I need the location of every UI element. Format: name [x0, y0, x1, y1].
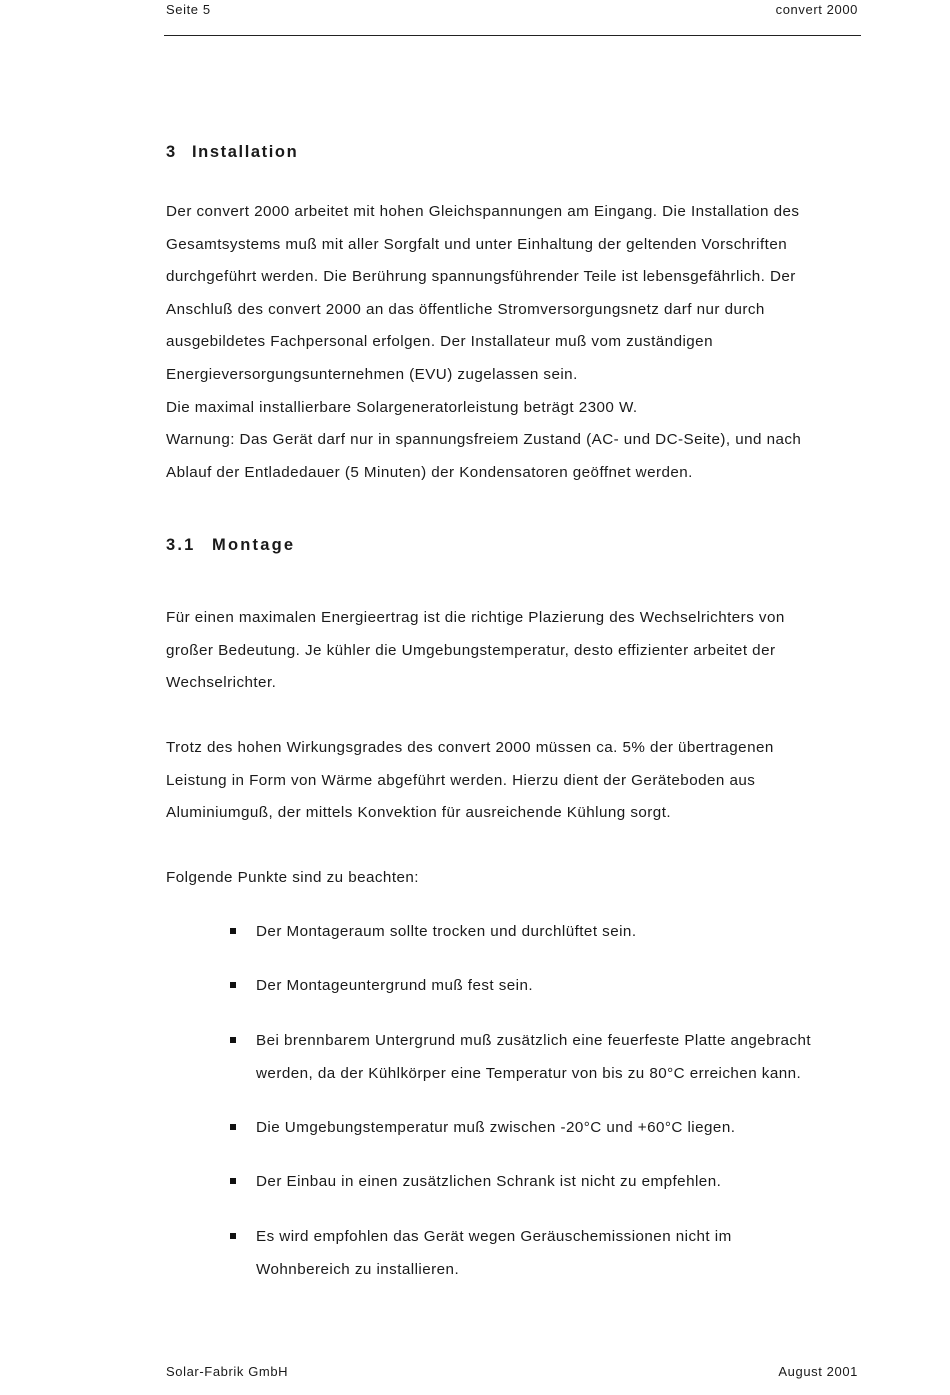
section-3-paragraph: [166, 196, 856, 489]
paragraph-line: Der convert 2000 arbeitet mit hohen Gleichspannungen am Eingang. Die Installation des: [166, 203, 800, 220]
bullet-square-icon: [230, 1233, 236, 1239]
page-header: [166, 2, 860, 22]
paragraph-line: großer Bedeutung. Je kühler die Umgebungstemperatur, desto effizienter arbeitet der: [166, 641, 776, 659]
paragraph-line: Wechselrichter.: [166, 674, 277, 692]
bullet-square-icon: [230, 1124, 236, 1130]
list-item-text: [256, 970, 533, 1003]
header-divider: [164, 35, 861, 36]
bullet-square-icon: [230, 1178, 236, 1184]
paragraph-line: Gesamtsystems muß mit aller Sorgfalt und unter Einhaltung der geltenden Vorschriften: [166, 235, 788, 253]
paragraph-line: Aluminiumguß, der mittels Konvektion für ausreichende Kühlung sorgt.: [166, 804, 672, 822]
list-item-text: [256, 1112, 735, 1145]
paragraph-line: Warnung: Das Gerät darf nur in spannungsfreiem Zustand (AC- und DC-Seite), und nach: [166, 431, 802, 449]
paragraph-line: Für einen maximalen Energieertrag ist die richtige Plazierung des Wechselrichters von: [166, 609, 785, 626]
footer-company: Solar-Fabrik GmbH: [166, 1364, 289, 1379]
list-item-text: [256, 916, 637, 949]
section-3-heading: [166, 143, 298, 162]
paragraph-line: Anschluß des convert 2000 an das öffentliche Stromversorgungsnetz darf nur durch: [166, 300, 765, 318]
list-item-line: werden, da der Kühlkörper eine Temperatur von bis zu 80°C erreichen kann.: [256, 1064, 802, 1082]
paragraph-line: Trotz des hohen Wirkungsgrades des convert 2000 müssen ca. 5% der übertragenen: [166, 739, 774, 756]
list-item-line: Der Montageuntergrund muß fest sein.: [256, 977, 534, 994]
section-3-number: 3: [166, 143, 177, 161]
intro-text: Folgende Punkte sind zu beachten:: [166, 869, 419, 886]
list-item-text: [256, 1221, 732, 1286]
paragraph-line: ausgebildetes Fachpersonal erfolgen. Der Installateur muß vom zuständigen: [166, 333, 713, 351]
paragraph-line: Die maximal installierbare Solargeneratorleistung beträgt 2300 W.: [166, 398, 638, 416]
section-3-title: Installation: [192, 143, 299, 161]
section-3-1-title: Montage: [212, 536, 296, 554]
bullet-square-icon: [230, 982, 236, 988]
page-number-label: Seite 5: [166, 2, 211, 17]
list-item-line: Wohnbereich zu installieren.: [256, 1260, 460, 1278]
list-item-line: Die Umgebungstemperatur muß zwischen -20°C und +60°C liegen.: [256, 1119, 736, 1136]
list-item-line: Bei brennbarem Untergrund muß zusätzlich eine feuerfeste Platte angebracht: [256, 1032, 812, 1049]
footer-date: August 2001: [778, 1364, 858, 1379]
section-3-1-number: 3.1: [166, 536, 196, 554]
bullet-list-intro: [166, 862, 856, 895]
list-item-line: Es wird empfohlen das Gerät wegen Geräuschemissionen nicht im: [256, 1228, 732, 1245]
section-3-1-heading: [166, 536, 295, 555]
header-product-name: convert 2000: [775, 2, 858, 17]
bullet-square-icon: [230, 1037, 236, 1043]
section-3-1-paragraph-1: [166, 602, 856, 700]
paragraph-line: durchgeführt werden. Die Berührung spannungsführender Teile ist lebensgefährlich. Der: [166, 268, 796, 286]
list-item-text: [256, 1166, 721, 1199]
page-footer: [166, 1364, 860, 1384]
paragraph-line: Energieversorgungsunternehmen (EVU) zugelassen sein.: [166, 365, 578, 383]
paragraph-line: Ablauf der Entladedauer (5 Minuten) der Kondensatoren geöffnet werden.: [166, 463, 693, 481]
list-item-text: [256, 1025, 811, 1090]
list-item-line: Der Einbau in einen zusätzlichen Schrank ist nicht zu empfehlen.: [256, 1173, 722, 1190]
section-3-1-paragraph-2: [166, 732, 856, 830]
bullet-square-icon: [230, 928, 236, 934]
paragraph-line: Leistung in Form von Wärme abgeführt werden. Hierzu dient der Geräteboden aus: [166, 771, 756, 789]
list-item-line: Der Montageraum sollte trocken und durchlüftet sein.: [256, 923, 637, 940]
